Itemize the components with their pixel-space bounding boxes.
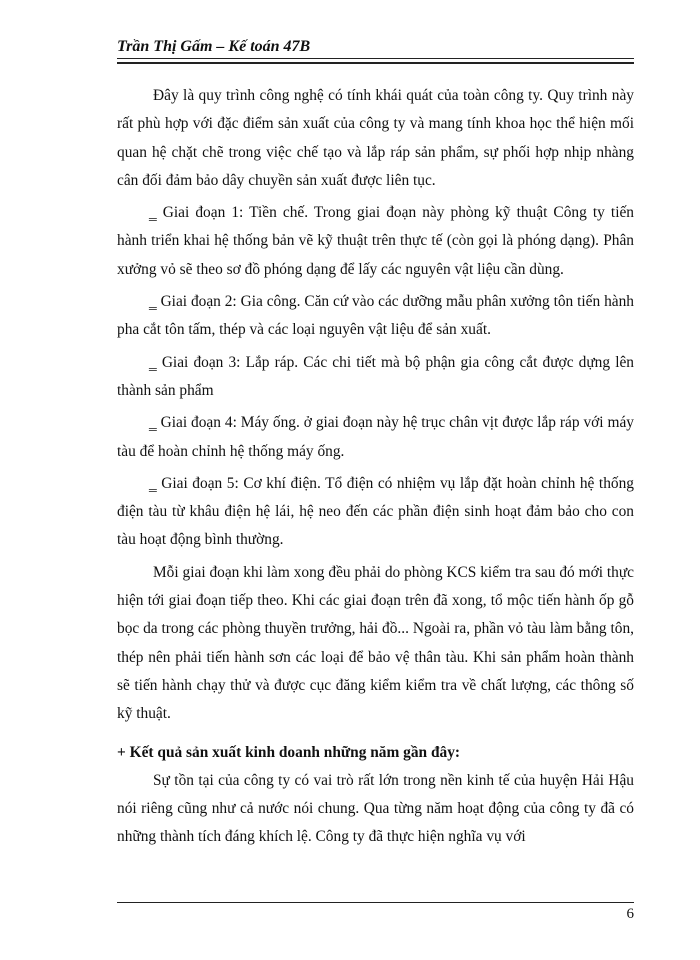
header-rule-thin [117,58,634,59]
paragraph-stage-5: ‗ Giai đoạn 5: Cơ khí điện. Tổ điện có nhiệm vụ lắp đặt hoàn chỉnh hệ thống điện tàu từ khâu điện hệ lái, hệ neo đến các phần điện sinh hoạt đảm bảo cho con tàu hoạt động bình thường. [117,474,634,549]
header-rule-thick [117,62,634,64]
paragraph-intro: Đây là quy trình công nghệ có tính khái quát của toàn công ty. Quy trình này rất phù hợp với đặc điểm sản xuất của công ty và mang tính khoa học thể hiện mối quan hệ chặt chẽ trong việc chế tạo và lắp ráp sản phẩm, sự phối hợp nhịp nhàng cân đối đảm bảo dây chuyền sản xuất được liên tục. [117,87,634,189]
section-heading: + Kết quả sản xuất kinh doanh những năm gần đây: [117,743,461,761]
paragraph-inspection: Mỗi giai đoạn khi làm xong đều phải do phòng KCS kiểm tra sau đó mới thực hiện tới giai đoạn tiếp theo. Khi các giai đoạn trên đã xong, tổ mộc tiến hành ốp gỗ bọc da trong các phòng thuyền trưởng, hải đồ... Ngoài ra, phần vỏ tàu làm bằng tôn, thép nên phải tiến hành sơn các loại để bảo vệ thân tàu. Khi sản phẩm hoàn thành sẽ tiến hành chạy thử và được cục đăng kiểm kiểm tra về chất lượng, các thông số kỹ thuật. [117,563,634,723]
paragraph-stage-1: ‗ Giai đoạn 1: Tiền chế. Trong giai đoạn này phòng kỹ thuật Công ty tiến hành triển khai hệ thống bản vẽ kỹ thuật trên thực tế (còn gọi là phóng dạng). Phân xưởng vỏ sẽ theo sơ đồ phóng dạng để lấy các nguyên vật liệu cần dùng. [117,204,634,278]
footer-rule [117,902,634,903]
page-number: 6 [626,906,634,922]
paragraph-stage-3: ‗ Giai đoạn 3: Lắp ráp. Các chi tiết mà bộ phận gia công cắt được dựng lên thành sản phẩm [117,353,634,399]
paragraph-stage-2: ‗ Giai đoạn 2: Gia công. Căn cứ vào các dưỡng mẫu phân xưởng tôn tiến hành pha cắt tôn tấm, thép và các loại nguyên vật liệu để sản xuất. [117,293,634,339]
paragraph-closing: Sự tồn tại của công ty có vai trò rất lớn trong nền kinh tế của huyện Hải Hậu nói riêng cũng như cả nước nói chung. Qua từng năm hoạt động của công ty đã có những thành tích đáng khích lệ. Công ty đã thực hiện nghĩa vụ với [117,771,634,846]
paragraph-stage-4: ‗ Giai đoạn 4: Máy ống. ở giai đoạn này hệ trục chân vịt được lắp ráp với máy tàu để hoàn chỉnh hệ thống máy ống. [117,414,634,460]
document-body [117,82,634,852]
running-header: Trần Thị Gấm – Kế toán 47B [117,38,311,55]
